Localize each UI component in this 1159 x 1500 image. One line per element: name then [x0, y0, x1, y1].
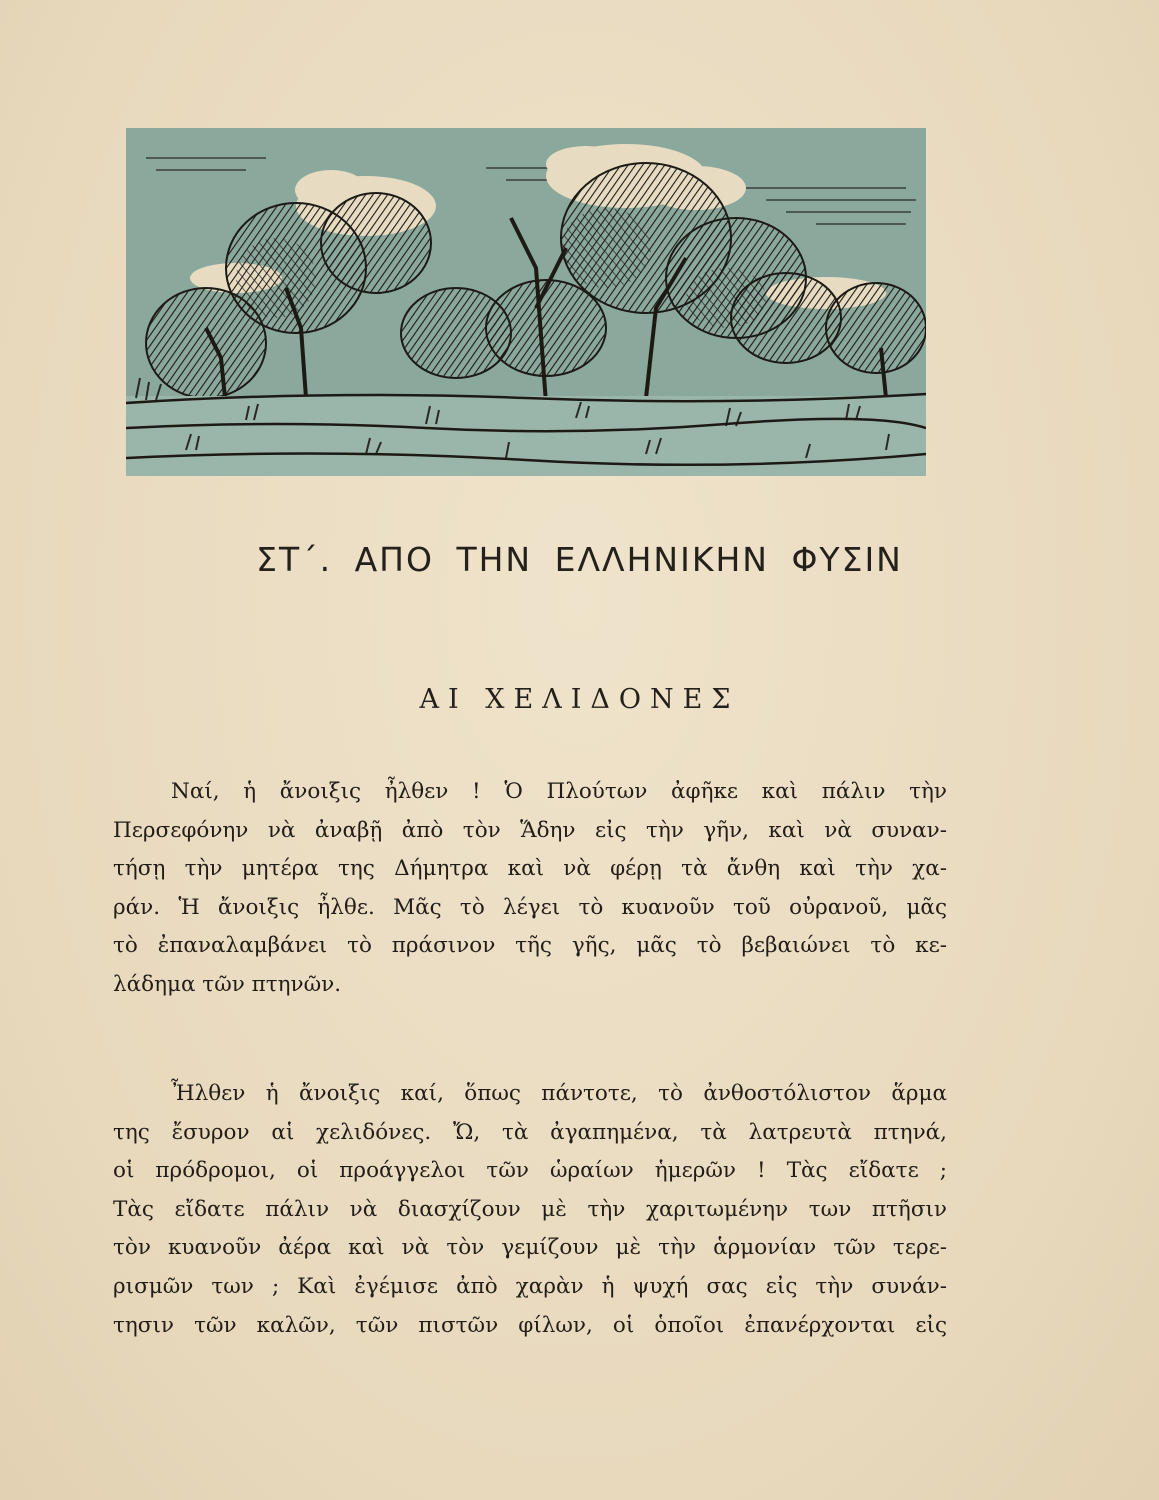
- text-line: λάδημα τῶν πτηνῶν.: [113, 971, 342, 997]
- text-line: ρισμῶν των ; Καὶ ἐγέμισε ἀπὸ χαρὰν ἡ ψυχή σας εἰς τὴν συνάν-: [113, 1273, 947, 1299]
- text-line: τὸν κυανοῦν ἀέρα καὶ νὰ τὸν γεμίζουν μὲ τὴν ἁρμονίαν τῶν τερε-: [113, 1235, 947, 1261]
- section-title: ΣΤ΄. ΑΠΟ ΤΗΝ ΕΛΛΗΝΙΚΗΝ ΦΥΣΙΝ: [256, 540, 903, 579]
- trees-woodcut-icon: [126, 128, 926, 476]
- paragraph-1: [113, 773, 947, 1005]
- text-line: τησιν τῶν καλῶν, τῶν πιστῶν φίλων, οἱ ὁποῖοι ἐπανέρχονται εἰς: [113, 1312, 947, 1338]
- text-line: οἱ πρόδρομοι, οἱ προάγγελοι τῶν ὡραίων ἡμερῶν ! Τὰς εἴδατε ;: [113, 1158, 947, 1184]
- landscape-illustration: [126, 128, 926, 476]
- chapter-title: ΑΙ ΧΕΛΙΔΟΝΕΣ: [419, 684, 740, 715]
- text-line: τήσῃ τὴν μητέρα της Δήμητρα καὶ νὰ φέρῃ τὰ ἄνθη καὶ τὴν χα-: [113, 856, 947, 882]
- text-line: Περσεφόνην νὰ ἀναβῇ ἀπὸ τὸν Ἅδην εἰς τὴν γῆν, καὶ νὰ συναν-: [113, 817, 947, 843]
- paragraph-2: [113, 1075, 947, 1345]
- text-line: της ἔσυρον αἱ χελιδόνες. Ὤ, τὰ ἀγαπημένα, τὰ λατρευτὰ πτηνά,: [113, 1119, 947, 1145]
- text-line: ράν. Ἡ ἄνοιξις ἦλθε. Μᾶς τὸ λέγει τὸ κυανοῦν τοῦ οὐρανοῦ, μᾶς: [113, 894, 947, 920]
- text-line: Τὰς εἴδατε πάλιν νὰ διασχίζουν μὲ τὴν χαριτωμένην των πτῆσιν: [113, 1196, 947, 1222]
- text-line: Ναί, ἡ ἄνοιξις ἦλθεν ! Ὁ Πλούτων ἀφῆκε καὶ πάλιν τὴν: [171, 779, 947, 804]
- text-line: Ἦλθεν ἡ ἄνοιξις καί, ὅπως πάντοτε, τὸ ἀνθοστόλιστον ἅρμα: [171, 1081, 947, 1106]
- text-line: τὸ ἐπαναλαμβάνει τὸ πράσινον τῆς γῆς, μᾶς τὸ βεβαιώνει τὸ κε-: [113, 933, 947, 959]
